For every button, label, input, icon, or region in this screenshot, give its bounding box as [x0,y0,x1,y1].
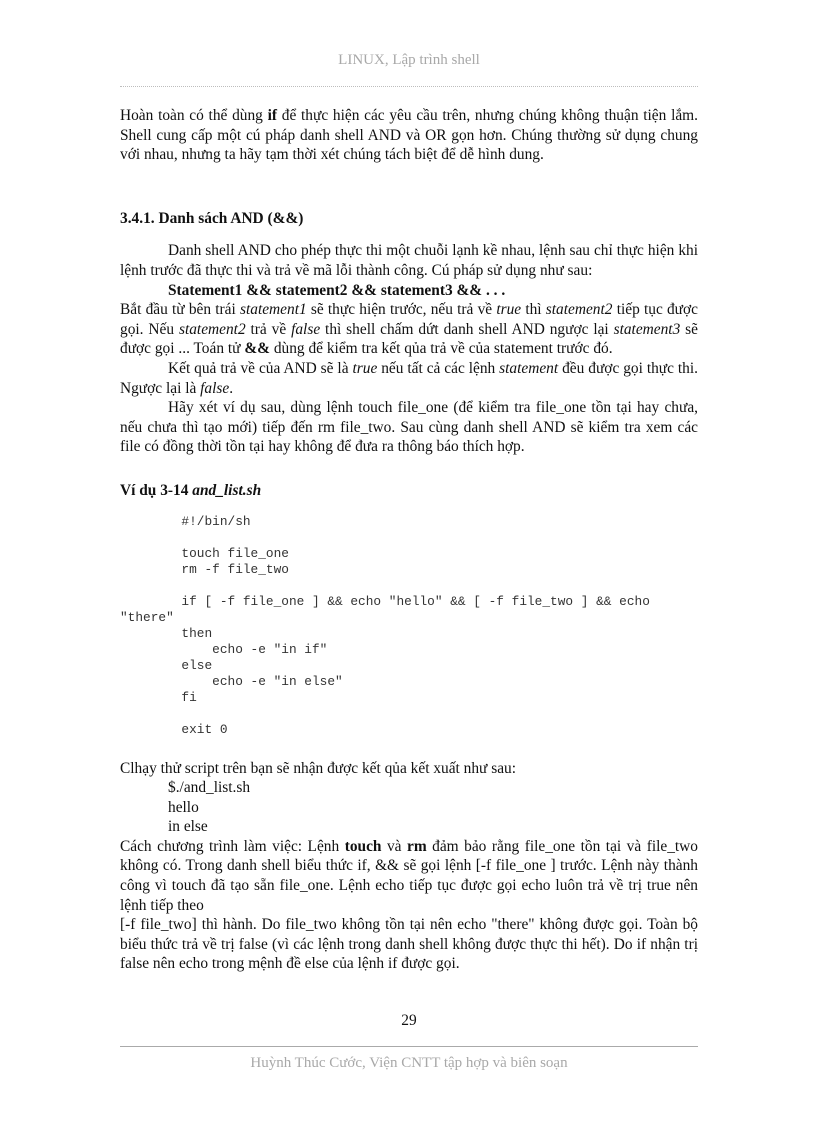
intro-text-b: để thực hiện các yêu cầu trên, nhưng chúng không thuận tiện lắm. Shell cung cấp một cú pháp danh shell AND và OR gọn hơn. Chúng thường sử dụng chung với nhau, nhưng ta hãy tạm thời xét chúng tách biệt để dễ hình dung. [120,107,698,164]
example-label: Ví dụ 3-14 [120,481,193,499]
p2-bold: && [244,340,270,358]
p3-text: Kết quả trả về của AND sẽ là [168,359,353,377]
p2-text: sẽ thực hiện trước, nếu trả về [306,301,497,319]
section-heading: 3.4.1. Danh sách AND (&&) [120,209,304,227]
explain-bold: rm [407,837,427,855]
page-header: LINUX, Lập trình shell [338,52,480,68]
p3-italic: false [200,379,230,397]
explain-bold: touch [344,837,382,855]
p2-text: thì shell chấm dứt danh shell AND ngược lại [320,320,614,338]
footer-divider [120,1046,698,1047]
p2-text: Bắt đầu từ bên trái [120,301,240,319]
run-intro: Clhạy thử script trên bạn sẽ nhận được kết qủa kết xuất như sau: [120,759,517,777]
section-paragraph-4: Hãy xét ví dụ sau, dùng lệnh touch file_one (để kiểm tra file_one tồn tại hay chưa, nếu chưa thì tạo mới) tiếp đến rm file_two. Sau cùng danh shell AND sẽ kiểm tra xem các file có đồng thời tồn tại hay không để đưa ra thông báo thích hợp. [120,399,698,456]
page-number: 29 [401,1012,417,1029]
p3-text: nếu tất cả các lệnh [377,359,500,377]
p2-text: trả về [245,320,292,338]
p2-italic: statement2 [545,301,613,319]
intro-paragraph [120,106,698,165]
explain-text: Cách chương trình làm việc: Lệnh [120,837,345,855]
p2-text: thì [521,301,546,319]
p2-text: tiếp tục được gọi. Nếu [120,301,698,338]
page-content [120,106,698,974]
explain-text: đảm bảo rằng file_one tồn tại và file_two không có. Trong danh shell biểu thức if, && sẽ gọi lệnh [-f file_one ] trước. Lệnh này thành công vì touch đã tạo sẵn file_one. Lệnh echo tiếp tục được gọi echo luôn trả về trị true nên lệnh tiếp theo [120,837,698,914]
p2-italic: statement3 [613,320,681,338]
section-paragraph-2 [120,300,698,359]
p3-text: . [229,379,234,397]
p3-italic: statement [499,359,559,377]
p3-text: đều được gọi thực thi. Ngược lại là [120,359,698,397]
run-output-line: in else [168,818,208,836]
run-output-line: hello [168,798,199,816]
p2-text: sẽ được gọi ... Toán tử [120,320,698,358]
intro-keyword-if: if [267,107,278,124]
syntax-line: Statement1 && statement2 && statement3 && . . . [168,281,506,299]
example-heading [120,481,698,501]
p2-italic: true [496,301,522,319]
p2-italic: statement1 [239,301,307,319]
code-block: #!/bin/sh touch file_one rm -f file_two if [ -f file_one ] && echo "hello" && [ -f file_two ] && echo "there" then echo -e "in if" else echo -e "in else" fi exit 0 [120,513,650,737]
section-paragraph-3 [120,359,698,398]
p2-italic: false [291,320,321,338]
p2-italic: statement2 [178,320,246,338]
intro-text-a: Hoàn toàn có thể dùng [120,107,268,124]
p2-text: dùng để kiểm tra kết qủa trả về của statement trước đó. [270,340,613,358]
p3-italic: true [352,359,378,377]
explain-paragraph-1 [120,837,698,915]
explain-text: và [381,837,407,855]
example-filename: and_list.sh [192,481,262,499]
run-command: $./and_list.sh [168,779,251,797]
section-paragraph-1: Danh shell AND cho phép thực thi một chuỗi lạnh kề nhau, lệnh sau chỉ thực hiện khi lệnh trước đã thực thi và trả về mã lỗi thành công. Cú pháp sử dụng như sau: [120,242,698,279]
header-divider [120,86,698,87]
page-footer: Huỳnh Thúc Cước, Viện CNTT tập hợp và biên soạn [250,1055,568,1071]
explain-paragraph-2: [-f file_two] thì hành. Do file_two không tồn tại nên echo "there" không được gọi. Toàn bộ biểu thức trả về trị false (vì các lệnh trong danh shell không được thực thi hết). Do if nhận trị false nên echo trong mệnh đề else của lệnh if được gọi. [120,916,698,973]
